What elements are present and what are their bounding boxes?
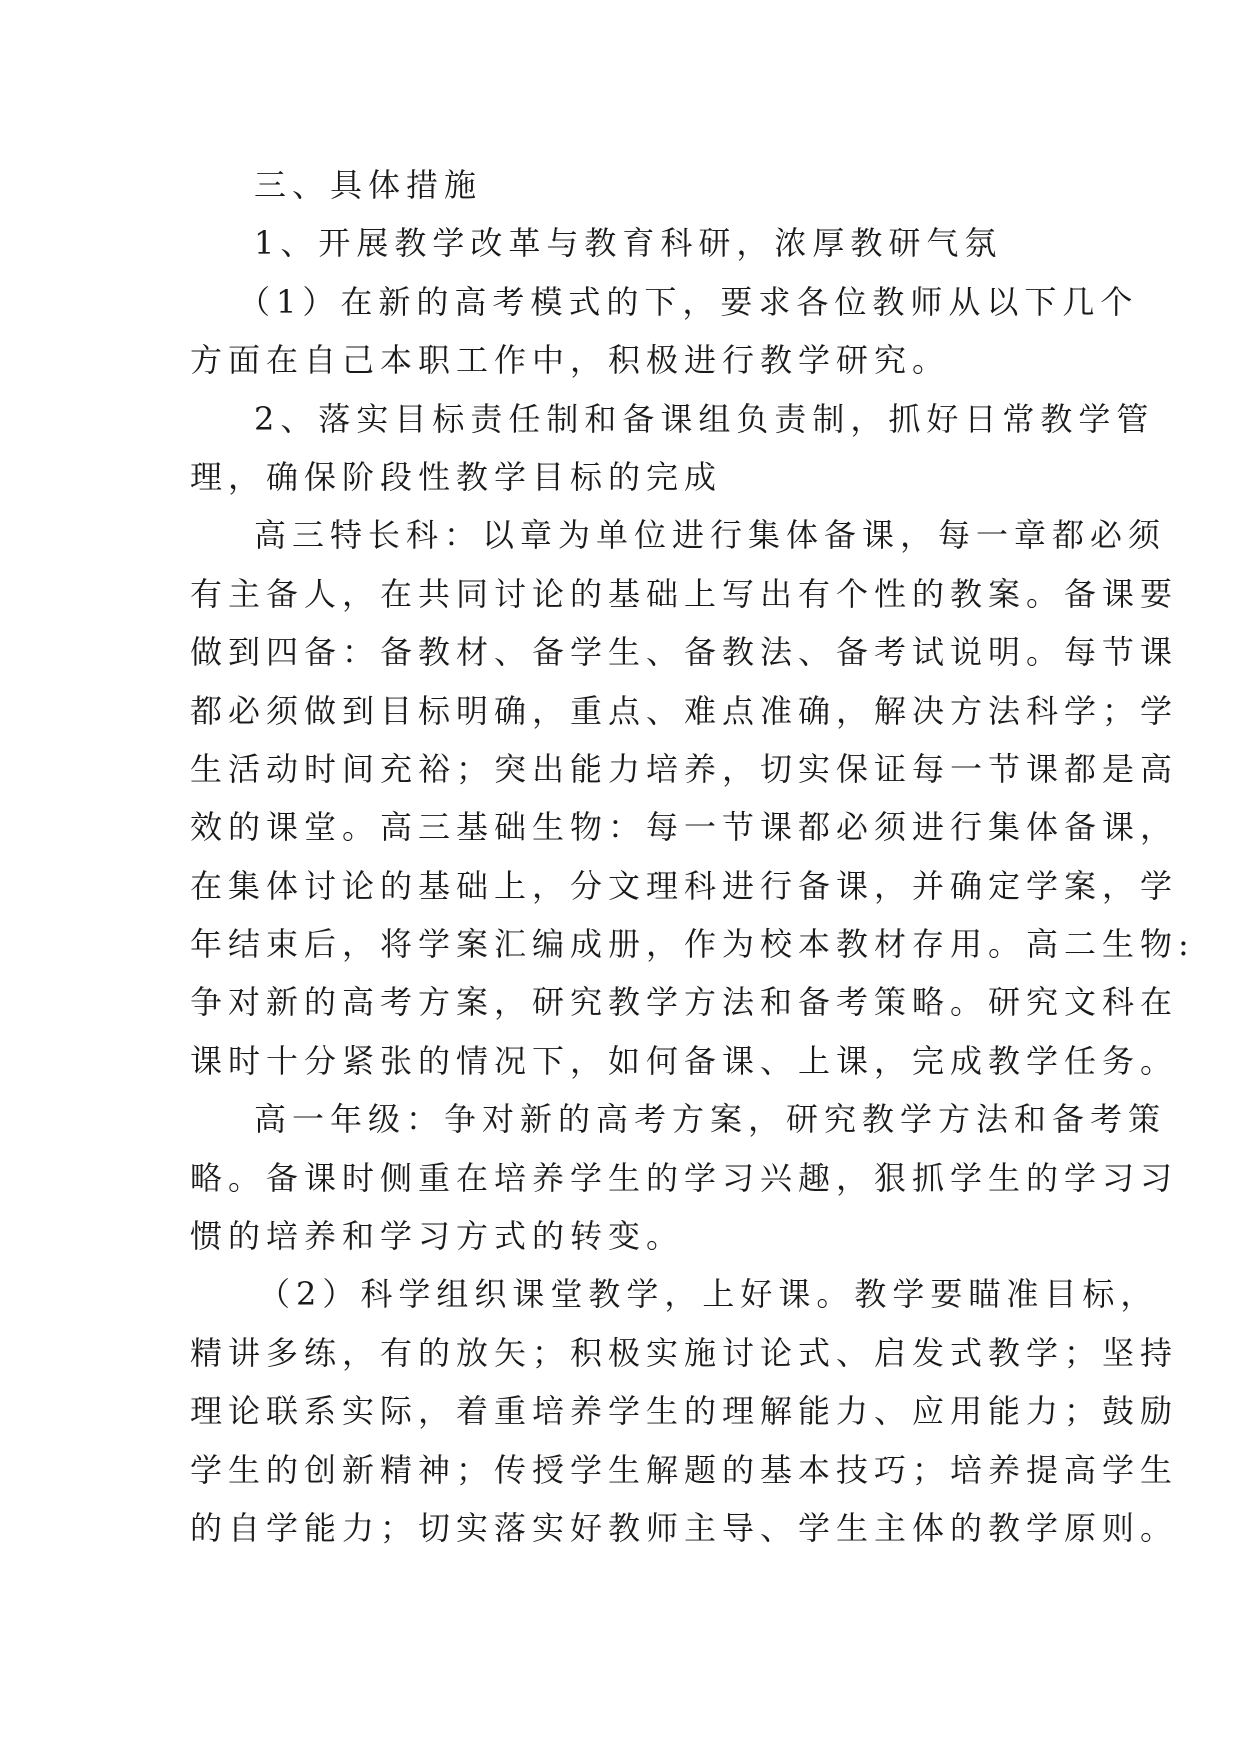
text-line: 理论联系实际，着重培养学生的理解能力、应用能力；鼓励: [190, 1392, 1179, 1431]
text-line: 争对新的高考方案，研究教学方法和备考策略。研究文科在: [190, 983, 1179, 1022]
document-body: [190, 156, 1195, 1557]
text-line: 效的课堂。高三基础生物：每一节课都必须进行集体备课，: [190, 808, 1179, 847]
text-line: 生活动时间充裕；突出能力培养，切实保证每一节课都是高: [190, 749, 1179, 788]
text-line: 课时十分紧张的情况下，如何备课、上课，完成教学任务。: [190, 1041, 1179, 1080]
text-line: 精讲多练，有的放矢；积极实施讨论式、启发式教学；坚持: [190, 1333, 1179, 1372]
text-line: 学生的创新精神；传授学生解题的基本技巧；培养提高学生: [190, 1450, 1179, 1489]
text-line: 方面在自己本职工作中，积极进行教学研究。: [190, 341, 951, 380]
text-line: 理，确保阶段性教学目标的完成: [190, 457, 723, 496]
text-line: 的自学能力；切实落实好教师主导、学生主体的教学原则。: [190, 1508, 1179, 1547]
text-line: 惯的培养和学习方式的转变。: [190, 1217, 685, 1256]
text-line: 2、落实目标责任制和备课组负责制，抓好日常教学管: [254, 399, 1155, 438]
text-line: 高一年级：争对新的高考方案，研究教学方法和备考策: [254, 1100, 1167, 1139]
text-line: 有主备人，在共同讨论的基础上写出有个性的教案。备课要: [190, 574, 1179, 613]
text-line: （1）在新的高考模式的下，要求各位教师从以下几个: [238, 282, 1139, 321]
text-line: 在集体讨论的基础上，分文理科进行备课，并确定学案，学: [190, 866, 1179, 905]
text-line: 都必须做到目标明确，重点、难点准确，解决方法科学；学: [190, 691, 1179, 730]
text-line: （2）科学组织课堂教学，上好课。教学要瞄准目标，: [258, 1275, 1159, 1314]
text-line: 三、具体措施: [254, 166, 483, 204]
text-line: 年结束后，将学案汇编成册，作为校本教材存用。高二生物:: [190, 925, 1195, 964]
text-line: 做到四备：备教材、备学生、备教法、备考试说明。每节课: [190, 633, 1179, 672]
text-line: 略。备课时侧重在培养学生的学习兴趣，狠抓学生的学习习: [190, 1158, 1179, 1197]
text-line: 1、开展教学改革与教育科研，浓厚教研气氛: [254, 224, 1003, 263]
text-line: 高三特长科：以章为单位进行集体备课，每一章都必须: [254, 516, 1167, 555]
